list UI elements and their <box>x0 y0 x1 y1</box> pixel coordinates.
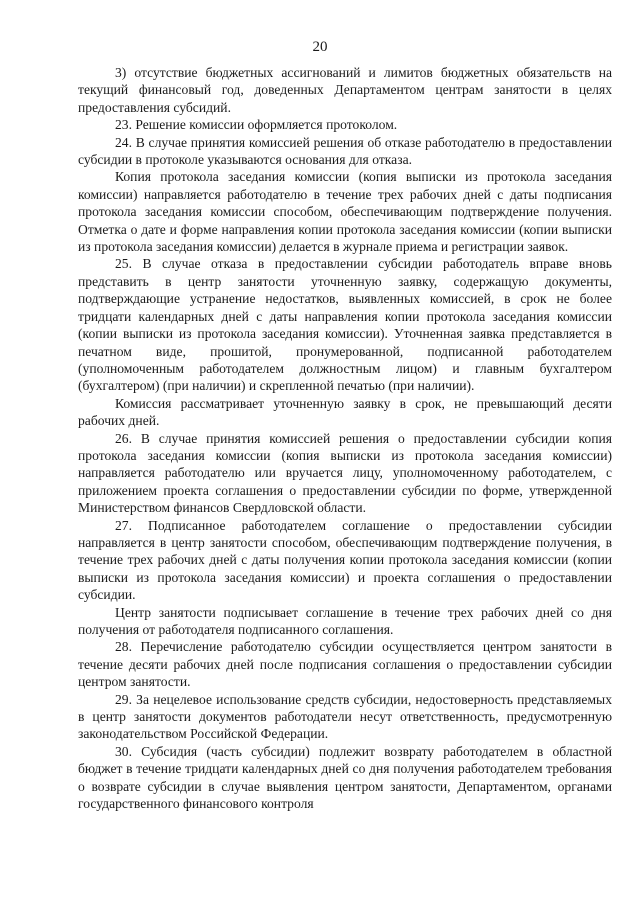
paragraph: 24. В случае принятия комиссией решения об отказе работодателю в предоставлении субсидии в протоколе указываются основания для отказа. <box>78 134 612 168</box>
document-body <box>78 64 612 812</box>
paragraph: 3) отсутствие бюджетных ассигнований и лимитов бюджетных обязательств на текущий финансовый год, доведенных Департаментом центрам занятости в целях предоставления субсидий. <box>78 65 612 115</box>
paragraph: 27. Подписанное работодателем соглашение о предоставлении субсидии направляется в центр занятости способом, обеспечивающим подтверждение получения, в течение трех рабочих дней с даты получения копии протокола заседания комиссии (копии выписки из протокола заседания комиссии) и проекта соглашения о предоставлении субсидии. <box>78 517 612 603</box>
page-number: 20 <box>312 39 328 55</box>
paragraph: Комиссия рассматривает уточненную заявку в срок, не превышающий десяти рабочих дней. <box>78 395 612 429</box>
paragraph: 25. В случае отказа в предоставлении субсидии работодатель вправе вновь представить в центр занятости уточненную заявку, содержащую документы, подтверждающие устранение недостатков, выявленных комиссией, в срок не более тридцати календарных дней с даты направления копии протокола заседания комиссии (копии выписки из протокола заседания комиссии). Уточненная заявка представляется в печатном виде, прошитой, пронумерованной, подписанной работодателем (уполномоченным работодателем должностным лицом) и главным бухгалтером (бухгалтером) (при наличии) и скрепленной печатью (при наличии). <box>78 256 612 394</box>
paragraph: 23. Решение комиссии оформляется протоколом. <box>115 117 398 133</box>
paragraph: Копия протокола заседания комиссии (копия выписки из протокола заседания комиссии) направляется работодателю в течение трех рабочих дней с даты подписания протокола заседания комиссии способом, обеспечивающим подтверждение получения. Отметка о дате и форме направления копии протокола заседания комиссии (копии выписки из протокола заседания комиссии) делается в журнале приема и регистрации заявок. <box>78 169 612 255</box>
paragraph: 30. Субсидия (часть субсидии) подлежит возврату работодателем в областной бюджет в течение тридцати календарных дней со дня получения работодателем требования о возврате субсидии в случае выявления центром занятости, Департаментом, органами государственного финансового контроля <box>78 743 612 812</box>
paragraph: Центр занятости подписывает соглашение в течение трех рабочих дней со дня получения от работодателя подписанного соглашения. <box>78 604 612 637</box>
paragraph: 26. В случае принятия комиссией решения о предоставлении субсидии копия протокола заседания комиссии (копия выписки из протокола заседания комиссии) направляется работодателю или вручается лицу, уполномоченному работодателем, с приложением проекта соглашения о предоставлении субсидии по форме, утвержденной Министерством финансов Свердловской области. <box>78 430 612 516</box>
paragraph: 28. Перечисление работодателю субсидии осуществляется центром занятости в течение десяти рабочих дней после подписания соглашения о предоставлении субсидии центром занятости. <box>78 639 612 690</box>
paragraph: 29. За нецелевое использование средств субсидии, недостоверность представляемых в центр занятости документов работодатели несут ответственность, предусмотренную законодательством Российской Федерации. <box>78 691 612 742</box>
